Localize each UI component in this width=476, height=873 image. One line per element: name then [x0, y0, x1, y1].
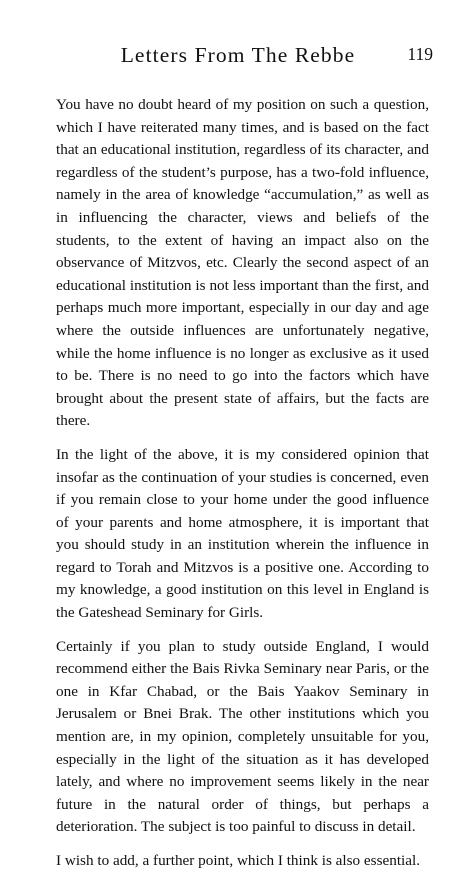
running-head	[0, 40, 476, 70]
body-text	[56, 94, 429, 873]
running-title: Letters From The Rebbe	[120, 43, 356, 67]
paragraph-4: I wish to add, a further point, which I think is also essential.	[56, 852, 421, 869]
paragraph-1: You have no doubt heard of my position on such a question, which I have reiterated many times, and is based on the fact that an educational institution, regardless of its character, and regardless of the student’s purpose, has a two-fold influence, namely in the area of knowledge “accumulation,” as well as in influencing the character, views and beliefs of the students, to the extent of having an impact also on the observance of Mitzvos, etc. Clearly the second aspect of an educational institution is not less important than the first, and perhaps much more important, especially in our day and age where the outside influences are unfortunately negative, while the home influence is no longer as exclusive as it used to be. There is no need to go into the factors which have brought about the present state of affairs, but the facts are there.	[56, 96, 429, 430]
paragraph-3: Certainly if you plan to study outside England, I would recommend either the Bais Rivka Seminary near Paris, or the one in Kfar Chabad, or the Bais Yaakov Seminary in Jerusalem or Bnei Brak. The other institutions which you mention are, in my opinion, completely unsuitable for you, especially in the light of the situation as it has developed lately, and where no improvement seems likely in the near future in the natural order of things, but perhaps a deterioration. The subject is too painful to discuss in detail.	[56, 637, 429, 836]
paragraph-2: In the light of the above, it is my considered opinion that insofar as the continuation of your studies is concerned, even if you remain close to your home under the good influence of your parents and home atmosphere, it is important that you should study in an institution wherein the influence in regard to Torah and Mitzvos is a positive one. According to my knowledge, a good institution on this level in England is the Gateshead Seminary for Girls.	[56, 445, 429, 622]
page-number: 119	[407, 44, 433, 64]
